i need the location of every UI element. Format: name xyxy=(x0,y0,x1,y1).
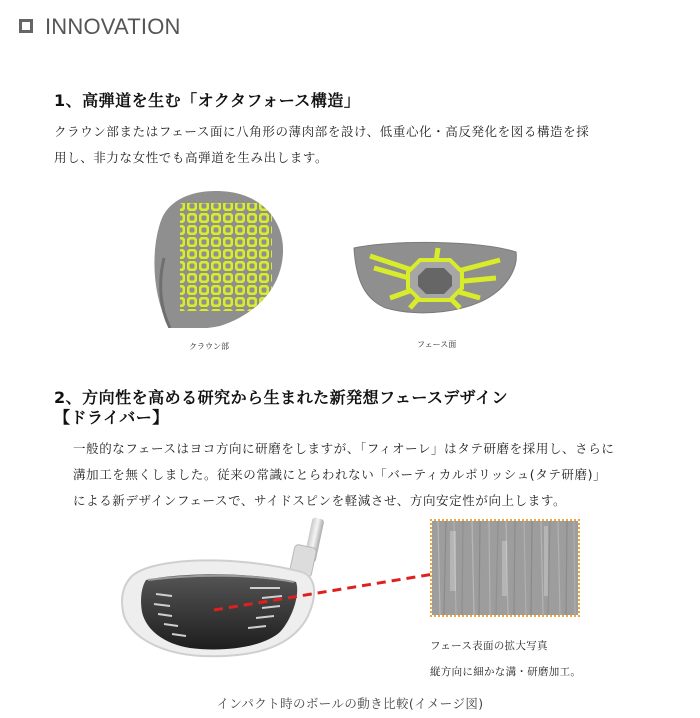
section-title: INNOVATION xyxy=(45,14,181,39)
photo-caption-1: フェース表面の拡大写真 xyxy=(430,640,548,652)
block1-heading: 1、高弾道を生む「オクタフォース構造」 xyxy=(54,91,361,110)
block1-body xyxy=(54,119,589,171)
block2-body-line-1: 一般的なフェースはヨコ方向に研磨をしますが、「フィオーレ」はタテ研磨を採用し、さらに xyxy=(73,441,615,456)
driver-face-illustration xyxy=(112,516,462,676)
block2-body-line-3: による新デザインフェースで、サイドスピンを軽減させ、方向安定性が向上します。 xyxy=(73,493,567,508)
face-octa-illustration xyxy=(350,238,520,318)
block2-subheading: 【ドライバー】 xyxy=(54,408,169,427)
brushed-metal-texture xyxy=(432,521,578,615)
face-caption: フェース面 xyxy=(417,340,457,349)
crown-octa-illustration xyxy=(150,188,285,328)
crown-caption: クラウン部 xyxy=(189,342,229,351)
section-square-icon xyxy=(19,19,33,33)
block1-body-line-1: クラウン部またはフェース面に八角形の薄肉部を設け、低重心化・高反発化を図る構造を採 xyxy=(54,124,590,139)
block2-body-line-2: 溝加工を無くしました。従来の常識にとらわれない「バーティカルポリッシュ(タテ研磨)」 xyxy=(73,467,607,482)
block2-body xyxy=(73,436,614,514)
photo-caption-2: 縦方向に細かな溝・研磨加工。 xyxy=(430,666,582,678)
block1-body-line-2: 用し、非力な女性でも高弾道を生み出します。 xyxy=(54,150,329,165)
face-closeup-photo xyxy=(430,519,580,617)
block2-heading: 2、方向性を高める研究から生まれた新発想フェースデザイン xyxy=(54,388,509,407)
footer-caption: インパクト時のボールの動き比較(イメージ図) xyxy=(216,696,484,711)
